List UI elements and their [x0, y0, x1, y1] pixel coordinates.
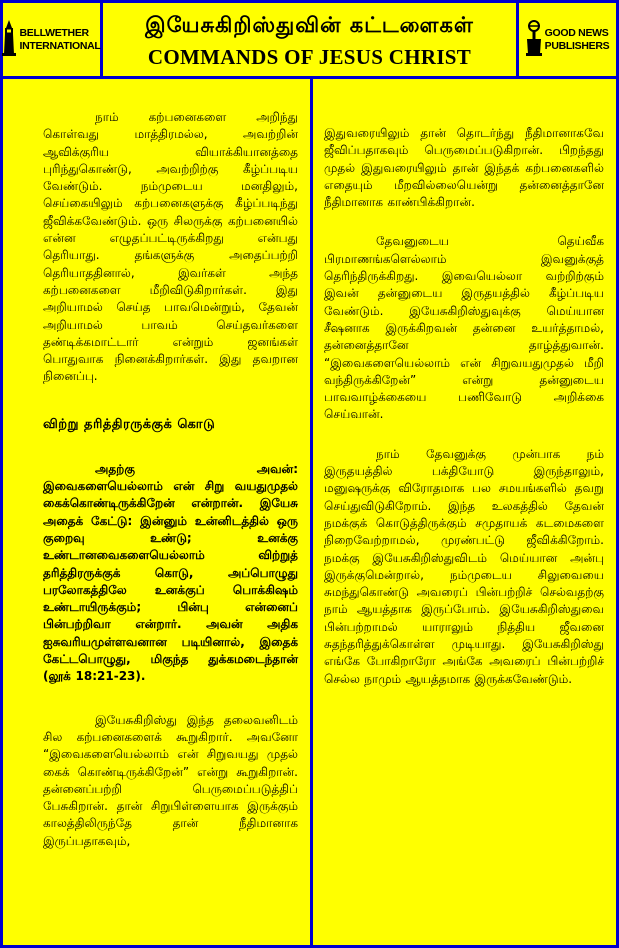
good-news-line1: GOOD NEWS — [544, 26, 609, 39]
book-globe-icon — [526, 20, 542, 60]
bellwether-line2: INTERNATIONAL — [19, 39, 101, 52]
scripture-quote: அதற்கு அவன்: இவைகளையெல்லாம் என் சிறு வயதுமுதல் கைக்கொண்டிருக்கிறேன் என்றான். இயேசு அதைக் கேட்டு: இன்னும் உன்னிடத்தில் ஒரு குறைவு உண்டு; உனக்கு உண்டானவைகளையெல்லாம் விற்றுத் தரித்திரருக்குக் கொடு, அப்பொழுது பரலோகத்திலே உனக்குப் பொக்கிஷம் உண்டாயிருக்கும்; பின்பு என்னைப் பின்பற்றிவா என்றார். அவன் அதிக ஐசுவரியமுள்ளவனான படியினால், இதைக் கேட்டபொழுது, மிகுந்த துக்கமடைந்தான் (லூக் 18:21-23). — [43, 461, 298, 684]
right-paragraph-2: தேவனுடைய தெய்வீக பிரமாணங்களெல்லாம் இவனுக்குத் தெரிந்திருக்கிறது. இவையெல்லா வற்றிற்கும் இவன் தன்னுடைய இருதயத்தில் கீழ்ப்படிய வேண்டும். இயேசுகிறிஸ்துவுக்கு மெய்யான சீஷனாக இருக்கிறவன் தன்னை உயர்த்தாமல், தன்னைத்தானே தாழ்த்துவான். “இவைகளையெல்லாம் என் சிறுவயதுமுதல் மீறி வந்திருக்கிறேன்” என்று தன்னுடைய பாவவாழ்க்கையை பணிவோடு அறிக்கை செய்வான். — [324, 234, 604, 422]
header — [3, 3, 616, 79]
right-paragraph-1: இதுவரையிலும் தான் தொடர்ந்து நீதிமானாகவே ஜீவிப்பதாகவும் பெருமைப்படுகிறான். பிறந்தது முதல் இதுவரையிலும் தான் இந்தக் கற்பனைகளில் எதையும் மீறவில்லையென்று தன்னைத்தானே நீதிமானாக காண்பிக்கிறான். — [324, 126, 604, 210]
page-title-tamil: இயேசுகிறிஸ்துவின் கட்டளைகள் — [145, 13, 474, 37]
bellwether-line1: BELLWETHER — [19, 26, 89, 39]
bellwether-logo — [3, 3, 103, 76]
good-news-logo-text — [545, 27, 610, 53]
right-paragraph-3: நாம் தேவனுக்கு முன்பாக நம் இருதயத்தில் பக்தியோடு இருந்தாலும், மனுஷருக்கு விரோதமாக பல சமயங்களில் தவறு செய்துவிடுகிறோம். இந்த உலகத்தில் தேவன் நமக்குக் கொடுத்திருக்கும் சமுதாயக் கடமைகளை நிறைவேற்றாமல், முரண்பட்டு ஜீவிக்கிறோம். நமக்கு இயேசுகிறிஸ்துவிடம் மெய்யான அன்பு இருக்குமென்றால், நம்முடைய சிலுவையை சுமந்துகொண்டு அவரைப் பின்பற்றிச் செல்வதற்கு நாம் ஆயத்தாக இருப்போம். இயேசுகிறிஸ்துவை பின்பற்றாமல் யாராலும் நித்திய ஜீவனை சுதந்தரித்துக்கொள்ள முடியாது. இயேசுகிறிஸ்து எங்கே போகிறாரோ அங்கே அவரைப் பின்பற்றிச் செல்ல நாமும் ஆயத்தமாக இருக்கவேண்டும். — [324, 446, 604, 686]
left-paragraph-1: நாம் கற்பனைகளை அறிந்து கொள்வது மாத்திரமல்ல, அவற்றின் ஆவிக்குரிய வியாக்கியானத்தை புரிந்துகொண்டு, அவற்றிற்கு கீழ்ப்படிய வேண்டும். நம்முடைய மனதிலும், செய்கையிலும் கற்பனைகளுக்கு கீழ்ப்படிந்து ஜீவிக்கவேண்டும். ஒரு சிலருக்கு கற்பனையில் என்ன எழுதப்பட்டிருக்கிறது என்பது தெரியாது. தங்களுக்கு அதைப்பற்றி தெரியாததினால், இவர்கள் அந்த கற்பனைகளை மீறிவிடுகிறார்கள். இது அறியாமல் செய்த பாவமென்றும், தேவன் அறியாமல் பாவம் செய்தவர்களை தண்டிக்கமாட்டார் என்றும் ஜனங்கள் பொதுவாக நினைக்கிறார்கள். இது தவறான நினைப்பு. — [43, 110, 298, 384]
good-news-logo — [516, 3, 616, 76]
good-news-line2: PUBLISHERS — [544, 39, 610, 52]
title-box — [106, 3, 513, 76]
left-column — [6, 79, 310, 945]
right-column — [313, 79, 616, 945]
left-paragraph-3: இயேசுகிறிஸ்து இந்த தலைவனிடம் சில கற்பனைகளைக் கூறுகிறார். அவனோ “இவைகளையெல்லாம் என் சிறுவயது முதல் கைக் கொண்டிருக்கிறேன்” என்று கூறுகிறான். தன்னைப்பற்றி பெருமைப்படுத்திப் பேசுகிறான். தான் சிறுபிள்ளையாக இருக்கும் காலத்திலிருந்தே தான் நீதிமானாக இருப்பதாகவும், — [43, 712, 298, 848]
bell-tower-icon — [2, 20, 16, 60]
page-title-english: COMMANDS OF JESUS CHRIST — [147, 45, 472, 69]
bellwether-logo-text — [19, 27, 100, 53]
section-heading: விற்று தரித்திரருக்குக் கொடு — [43, 416, 216, 432]
